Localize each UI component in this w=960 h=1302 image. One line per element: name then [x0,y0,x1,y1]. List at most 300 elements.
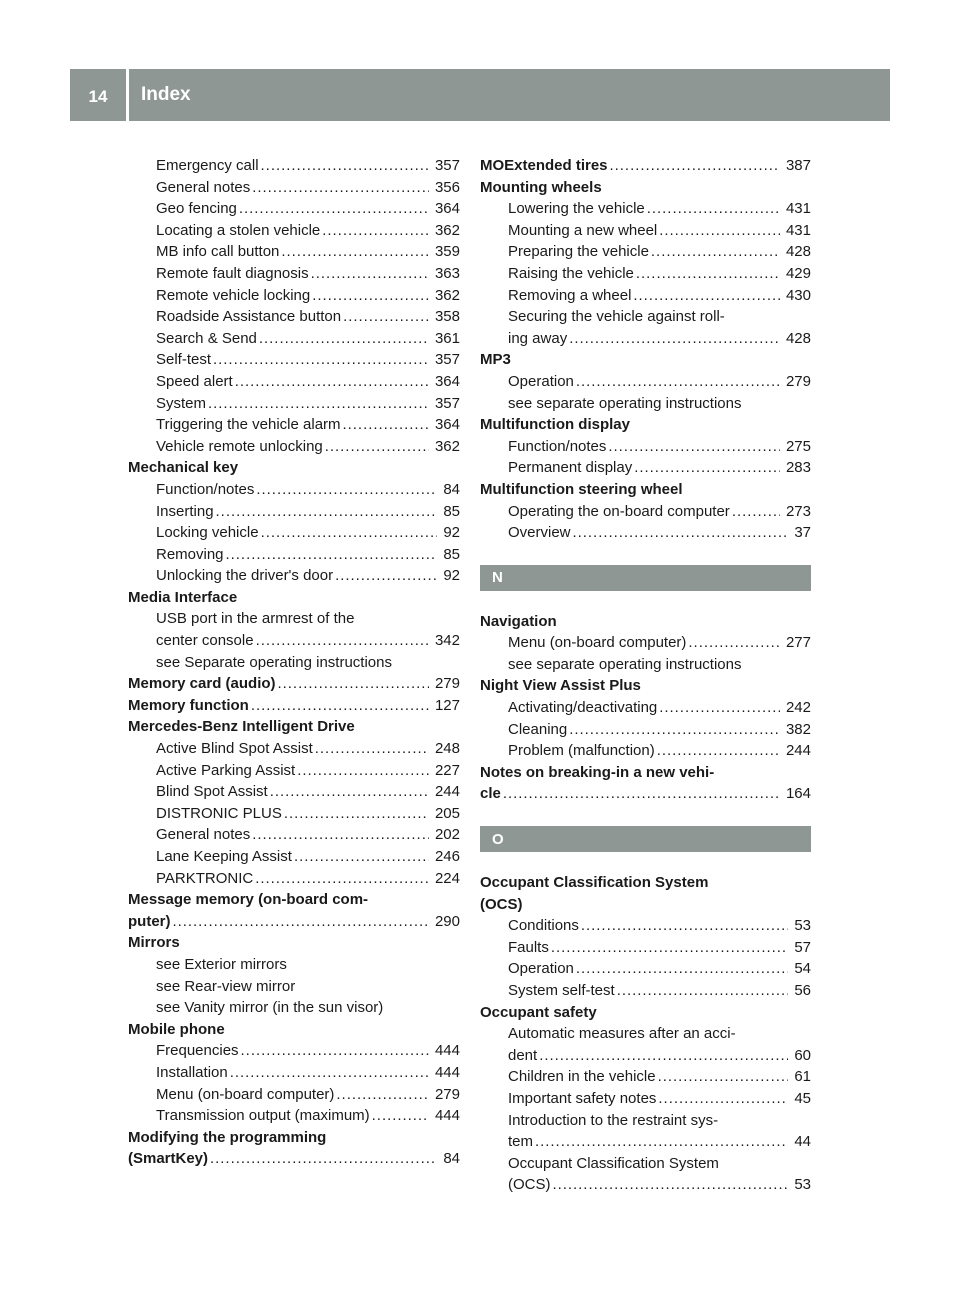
dot-leader [259,328,429,350]
index-entry-heading [480,177,811,199]
index-entry [128,608,460,630]
page-reference: 364 [434,200,460,218]
dot-leader [256,630,429,652]
entry-text: Automatic measures after an acci- [508,1025,736,1043]
index-entry [128,479,460,501]
page-reference: 431 [785,221,811,239]
page-reference: 242 [785,699,811,717]
index-entry [128,371,460,393]
entry-text: System [156,394,207,412]
page-reference: 92 [443,524,460,542]
page-reference: 364 [434,372,460,390]
index-entry [128,306,460,328]
page-reference: 364 [434,416,460,434]
page-reference: 205 [434,804,460,822]
entry-text: ing away [508,329,568,347]
dot-leader [315,738,429,760]
page-reference: 428 [785,329,811,347]
entry-text: Activating/deactivating [508,699,658,717]
index-entry-heading [128,1127,460,1149]
index-entry [480,371,811,393]
entry-text: see separate operating instructions [508,394,742,412]
index-entry [128,1040,460,1062]
entry-text: cle [480,785,501,803]
dot-leader [569,719,780,741]
dot-leader [651,241,780,263]
dot-leader [284,803,429,825]
page-reference: 164 [785,785,811,803]
index-entry-heading [128,1148,460,1170]
entry-text: (OCS) [508,1176,551,1194]
page-reference: 60 [794,1046,811,1064]
index-entry [128,846,460,868]
dot-leader [239,198,429,220]
page-reference: 85 [443,502,460,520]
entry-text: Multifunction display [480,416,630,434]
index-entry [128,803,460,825]
index-entry [480,719,811,741]
page-reference: 358 [434,308,460,326]
index-entry [128,738,460,760]
entry-text: Navigation [480,612,557,630]
entry-text: Permanent display [508,459,633,477]
index-entry-heading [128,932,460,954]
dot-leader [281,241,429,263]
entry-text: Inserting [156,502,214,520]
page-reference: 275 [785,437,811,455]
entry-text: Modifying the programming [128,1128,327,1146]
entry-text: Blind Spot Assist [156,783,268,801]
dot-leader [503,783,780,805]
index-entry [480,263,811,285]
entry-text: Lowering the vehicle [508,200,645,218]
index-entry [128,177,460,199]
index-entry [128,544,460,566]
page-reference: 92 [443,567,460,585]
index-entry [128,436,460,458]
index-entry-heading [480,762,811,784]
index-column-right [480,155,811,1196]
index-entry [128,565,460,587]
entry-text: Operating the on-board computer [508,502,730,520]
index-entry-heading [128,587,460,609]
dot-leader [581,915,788,937]
entry-text: Remote vehicle locking [156,286,311,304]
dot-leader [659,697,780,719]
index-entry [480,1066,811,1088]
dot-leader [311,263,429,285]
index-entry [480,436,811,458]
index-entry [480,1131,811,1153]
dot-leader [576,371,780,393]
page-reference: 45 [794,1089,811,1107]
entry-text: Problem (malfunction) [508,742,655,760]
index-entry [128,868,460,890]
index-entry [128,198,460,220]
index-entry-heading [128,1019,460,1041]
index-entry-heading [480,675,811,697]
dot-leader [270,781,429,803]
entry-text: Mirrors [128,934,180,952]
entry-text: Conditions [508,917,579,935]
index-entry [128,414,460,436]
page-reference: 279 [434,1085,460,1103]
index-entry [128,155,460,177]
entry-text: dent [508,1046,538,1064]
page-reference: 356 [434,178,460,196]
dot-leader [241,1040,429,1062]
entry-text: see Separate operating instructions [156,653,392,671]
index-entry [480,522,811,544]
index-entry-heading [480,349,811,371]
entry-text: General notes [156,178,251,196]
entry-text: center console [156,632,254,650]
entry-text: tem [508,1133,534,1151]
page-reference: 56 [794,982,811,999]
index-entry [128,263,460,285]
dot-leader [553,1174,789,1196]
page-reference: 279 [785,372,811,390]
index-entry [480,220,811,242]
entry-text: Function/notes [156,480,255,498]
dot-leader [658,1066,789,1088]
dot-leader [235,371,429,393]
entry-text: Children in the vehicle [508,1068,656,1086]
page-reference: 357 [434,157,460,174]
entry-text: Geo fencing [156,200,237,218]
entry-text: MOExtended tires [480,157,608,174]
page-number: 14 [88,87,108,106]
dot-leader [608,436,780,458]
index-entry [480,937,811,959]
index-entry [128,1062,460,1084]
entry-text: Installation [156,1063,228,1081]
entry-text: Menu (on-board computer) [508,634,687,652]
index-entry [480,1110,811,1132]
entry-text: Function/notes [508,437,607,455]
index-entry [480,740,811,762]
index-entry [128,954,460,976]
dot-leader [325,436,429,458]
dot-leader [252,177,429,199]
index-entry [128,1105,460,1127]
page-reference: 444 [434,1042,460,1060]
entry-text: Memory card (audio) [128,675,276,693]
dot-leader [216,501,438,523]
dot-leader [657,740,780,762]
dot-leader [173,911,429,933]
page-reference: 431 [785,200,811,218]
index-entry [480,1153,811,1175]
dot-leader [261,522,438,544]
index-entry [480,632,811,654]
entry-text: Speed alert [156,372,233,390]
entry-text: Memory function [128,696,249,714]
index-entry [128,652,460,674]
entry-text: Occupant Classification System [480,874,709,892]
entry-text: Removing [156,545,224,563]
page-reference: 54 [794,960,811,978]
dot-leader [617,980,789,1002]
entry-text: Roadside Assistance button [156,308,342,326]
entry-text: puter) [128,912,171,930]
index-entry [128,501,460,523]
index-entry [128,824,460,846]
index-entry [480,306,811,328]
index-entry [480,1045,811,1067]
index-entry [128,220,460,242]
page-reference: 359 [434,243,460,261]
entry-text: Notes on breaking-in a new vehi- [480,763,715,781]
index-entry [128,522,460,544]
index-entry-heading [128,695,460,717]
index-entry [480,1023,811,1045]
dot-leader [252,824,429,846]
page-reference: 227 [434,761,460,779]
index-entry [480,915,811,937]
entry-text: Night View Assist Plus [480,677,641,695]
entry-text: Operation [508,372,574,390]
entry-text: Introduction to the restraint sys- [508,1111,719,1129]
index-entry-heading [128,911,460,933]
entry-text: Mounting a new wheel [508,221,658,239]
page-reference: 44 [794,1133,811,1151]
index-section-header: N [480,565,811,591]
dot-leader [633,285,780,307]
dot-leader [535,1131,788,1153]
entry-text: Mercedes-Benz Intelligent Drive [128,718,355,736]
index-entry-heading [128,457,460,479]
index-entry [480,285,811,307]
dot-leader [255,868,429,890]
page-reference: 357 [434,351,460,369]
entry-text: Locating a stolen vehicle [156,221,321,239]
index-column-left [128,155,460,1170]
entry-text: Multifunction steering wheel [480,480,683,498]
dot-leader [647,198,780,220]
dot-leader [539,1045,788,1067]
dot-leader [322,220,429,242]
entry-text: MB info call button [156,243,280,261]
index-section-header: O [480,826,811,852]
entry-text: Securing the vehicle against roll- [508,308,725,326]
dot-leader [610,155,780,177]
index-entry [480,393,811,415]
page-reference: 57 [794,938,811,956]
page-reference: 382 [785,720,811,738]
index-entry-heading [480,611,811,633]
page-reference: 279 [434,675,460,693]
index-entry [128,760,460,782]
index-entry-heading [480,894,811,916]
page-reference: 290 [434,912,460,930]
entry-text: Self-test [156,351,212,369]
entry-text: MP3 [480,351,511,369]
page-reference: 84 [443,480,460,498]
entry-text: Search & Send [156,329,257,347]
index-entry [128,349,460,371]
page-reference: 429 [785,264,811,282]
entry-text: Faults [508,938,549,956]
page-reference: 362 [434,437,460,455]
entry-text: Lane Keeping Assist [156,848,292,865]
page-reference: 224 [434,869,460,887]
entry-text: General notes [156,826,251,844]
entry-text: Triggering the vehicle alarm [156,416,341,434]
index-entry [480,328,811,350]
index-entry [480,697,811,719]
dot-leader [659,220,780,242]
entry-text: Active Parking Assist [156,761,296,779]
index-entry [128,328,460,350]
dot-leader [294,846,429,868]
page-reference: 283 [785,459,811,477]
index-entry [480,958,811,980]
page-reference: 127 [434,696,460,714]
index-entry-heading [480,783,811,805]
page-reference: 444 [434,1063,460,1081]
page-reference: 362 [434,221,460,239]
entry-text: Menu (on-board computer) [156,1085,335,1103]
page-reference: 53 [794,1176,811,1194]
dot-leader [256,479,437,501]
index-entry [480,241,811,263]
dot-leader [261,155,429,177]
dot-leader [732,501,780,523]
dot-leader [688,632,780,654]
index-entry [480,980,811,1002]
page-reference: 246 [434,848,460,865]
entry-text: Cleaning [508,720,568,738]
entry-text: Frequencies [156,1042,239,1060]
index-entry [128,241,460,263]
dot-leader [336,1084,429,1106]
entry-text: Overview [508,524,571,542]
index-entry [480,1174,811,1196]
index-entry-heading [480,1002,811,1024]
index-entry-heading [480,479,811,501]
dot-leader [634,457,780,479]
index-entry [480,1088,811,1110]
page-reference: 428 [785,243,811,261]
index-entry-heading [480,155,811,177]
index-entry [128,630,460,652]
entry-text: Vehicle remote unlocking [156,437,323,455]
dot-leader [551,937,788,959]
index-entry [480,654,811,676]
index-entry [128,393,460,415]
entry-text: (OCS) [480,895,523,913]
entry-text: Mobile phone [128,1020,225,1038]
entry-text: Emergency call [156,157,259,174]
page-reference: 244 [785,742,811,760]
dot-leader [569,328,780,350]
page-reference: 342 [434,632,460,650]
dot-leader [230,1062,429,1084]
entry-text: Remote fault diagnosis [156,264,309,282]
page-reference: 277 [785,634,811,652]
index-entry [480,198,811,220]
page-reference: 361 [434,329,460,347]
page-reference: 61 [794,1068,811,1086]
index-entry-heading [128,716,460,738]
index-entry-heading [480,872,811,894]
dot-leader [226,544,438,566]
index-entry [128,781,460,803]
dot-leader [208,393,429,415]
entry-text: see separate operating instructions [508,655,742,673]
index-entry-heading [128,673,460,695]
entry-text: see Vanity mirror (in the sun visor) [156,999,384,1017]
page-reference: 248 [434,740,460,758]
dot-leader [213,349,429,371]
entry-text: Locking vehicle [156,524,259,542]
page-reference: 362 [434,286,460,304]
dot-leader [372,1105,429,1127]
dot-leader [636,263,780,285]
dot-leader [297,760,429,782]
page-reference: 387 [785,157,811,174]
entry-text: Unlocking the driver's door [156,567,334,585]
dot-leader [576,958,788,980]
page-reference: 430 [785,286,811,304]
entry-text: Transmission output (maximum) [156,1107,370,1125]
entry-text: Occupant safety [480,1003,597,1021]
dot-leader [335,565,437,587]
entry-text: Operation [508,960,574,978]
page-reference: 244 [434,783,460,801]
index-entry [128,997,460,1019]
page-reference: 84 [443,1150,460,1168]
entry-text: see Rear-view mirror [156,977,296,995]
entry-text: DISTRONIC PLUS [156,804,282,822]
entry-text: Active Blind Spot Assist [156,740,313,758]
entry-text: (SmartKey) [128,1150,209,1168]
page-reference: 53 [794,917,811,935]
page-header [70,69,890,121]
page-reference: 37 [794,524,811,542]
index-entry [128,285,460,307]
entry-text: Media Interface [128,588,238,606]
entry-text: Message memory (on-board com- [128,891,369,909]
dot-leader [658,1088,788,1110]
dot-leader [573,522,789,544]
page-reference: 444 [434,1107,460,1125]
index-entry-heading [480,414,811,436]
entry-text: Preparing the vehicle [508,243,649,261]
entry-text: USB port in the armrest of the [156,610,355,628]
dot-leader [210,1148,437,1170]
header-divider [126,69,129,121]
entry-text: Important safety notes [508,1089,657,1107]
entry-text: System self-test [508,982,615,999]
index-entry [128,1084,460,1106]
entry-text: Raising the vehicle [508,264,634,282]
dot-leader [343,306,429,328]
entry-text: see Exterior mirrors [156,955,287,973]
page-reference: 273 [785,502,811,520]
page-reference: 85 [443,545,460,563]
page-reference: 202 [434,826,460,844]
page-reference: 357 [434,394,460,412]
index-entry [480,457,811,479]
entry-text: Occupant Classification System [508,1154,719,1172]
entry-text: Removing a wheel [508,286,632,304]
dot-leader [251,695,429,717]
entry-text: Mounting wheels [480,178,602,196]
dot-leader [312,285,429,307]
entry-text: PARKTRONIC [156,869,254,887]
